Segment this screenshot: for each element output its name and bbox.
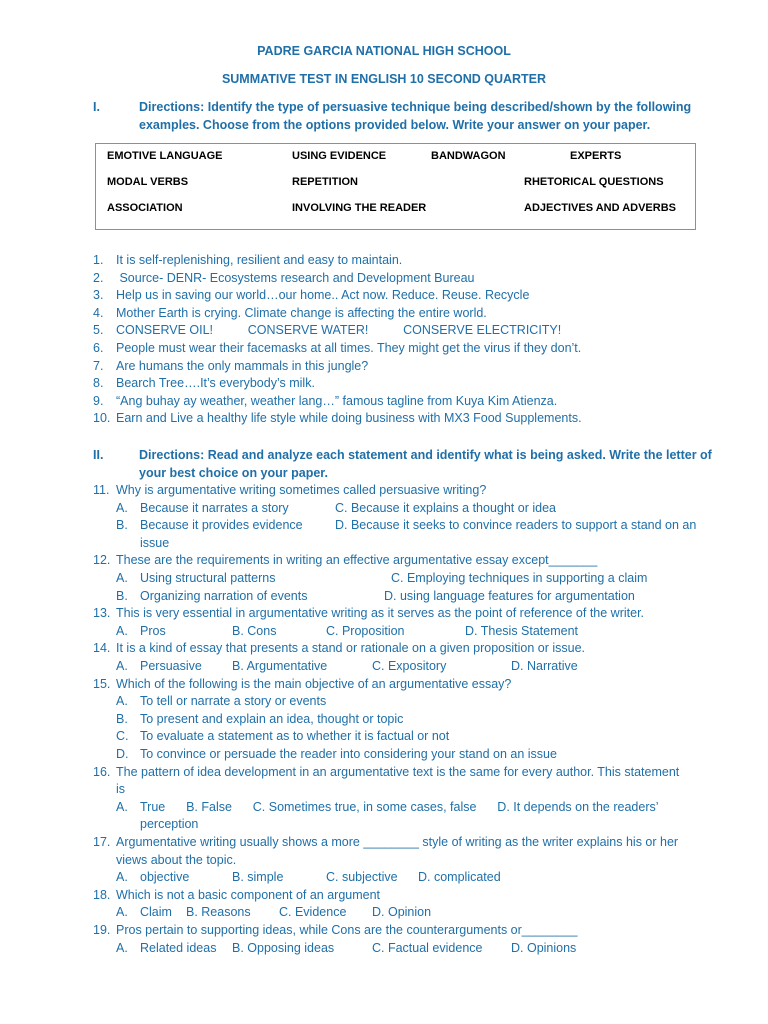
school-name: PADRE GARCIA NATIONAL HIGH SCHOOL xyxy=(257,44,511,58)
q16-number: 16. xyxy=(93,764,111,779)
q12-number: 12. xyxy=(93,553,111,568)
q16-option-a-letter: A. xyxy=(116,799,128,814)
item-text: Earn and Live a healthy life style while doing business with MX3 Food Supplements. xyxy=(116,411,582,426)
q19-option-d: D. Opinions xyxy=(511,940,577,955)
q19-option-b: B. Opposing ideas xyxy=(232,940,335,955)
item-number: 8. xyxy=(93,376,104,391)
q12-option-c: C. Employing techniques in supporting a claim xyxy=(391,571,648,585)
q19-number: 19. xyxy=(93,923,111,937)
q13-number: 13. xyxy=(93,606,111,621)
q18-option-c: C. Evidence xyxy=(279,905,347,920)
q14-number: 14. xyxy=(93,641,111,656)
q13-option-b: B. Cons xyxy=(232,623,277,638)
q13-option-c: C. Proposition xyxy=(326,623,405,638)
q18-option-a-letter: A. xyxy=(116,905,128,920)
q14-option-d: D. Narrative xyxy=(511,659,578,673)
q15-option-b: To present and explain an idea, thought or topic xyxy=(140,711,404,726)
part1-numeral: I. xyxy=(93,100,100,114)
item-number: 9. xyxy=(93,393,104,408)
part2-questions xyxy=(0,482,768,962)
q15-text: Which of the following is the main objective of an argumentative essay? xyxy=(116,676,512,691)
q15-option-c: To evaluate a statement as to whether it is factual or not xyxy=(140,729,450,744)
option-using-evidence: USING EVIDENCE xyxy=(292,150,387,162)
q13-option-a-letter: A. xyxy=(116,623,128,638)
item-text: CONSERVE OIL! CONSERVE WATER! CONSERVE ELECTRICITY! xyxy=(116,323,562,338)
q14-option-b: B. Argumentative xyxy=(232,659,328,673)
options-box xyxy=(95,143,696,230)
q15-option-d: To convince or persuade the reader into considering your stand on an issue xyxy=(140,747,557,761)
test-title: SUMMATIVE TEST IN ENGLISH 10 SECOND QUARTER xyxy=(221,72,547,86)
item-number: 5. xyxy=(93,323,104,338)
q13-text: This is very essential in argumentative writing as it serves as the point of reference of the writer. xyxy=(116,606,645,621)
q16-text: The pattern of idea development in an argumentative text is the same for every author. This statement xyxy=(116,764,680,779)
q11-option-a: Because it narrates a story xyxy=(140,500,289,515)
q11-option-c: C. Because it explains a thought or idea xyxy=(335,500,556,515)
q11-option-b: Because it provides evidence xyxy=(140,518,303,533)
q16-text-continued: is xyxy=(116,782,126,797)
q17-text-continued: views about the topic. xyxy=(116,852,237,867)
q17-option-d: D. complicated xyxy=(418,870,501,885)
part1-directions-line1: Directions: Identify the type of persuasive technique being described/shown by the following xyxy=(139,100,692,114)
item-number: 7. xyxy=(93,358,104,373)
item-number: 1. xyxy=(93,253,104,267)
option-involving-the-reader: INVOLVING THE READER xyxy=(292,202,427,214)
q17-option-b: B. simple xyxy=(232,870,284,885)
q19-option-a: Related ideas xyxy=(140,940,217,955)
q14-option-a: Persuasive xyxy=(140,659,202,673)
q11-option-d-continued: issue xyxy=(140,535,170,550)
part2-directions-line1: Directions: Read and analyze each statement and identify what is being asked. Write the letter of xyxy=(139,448,712,462)
q18-number: 18. xyxy=(93,887,111,902)
option-bandwagon: BANDWAGON xyxy=(431,150,506,162)
item-number: 2. xyxy=(93,270,104,285)
q19-option-c: C. Factual evidence xyxy=(372,940,483,955)
q11-option-d: D. Because it seeks to convince readers to support a stand on an xyxy=(335,518,697,533)
option-rhetorical-questions: RHETORICAL QUESTIONS xyxy=(524,176,664,188)
item-text: Bearch Tree….It’s everybody’s milk. xyxy=(116,376,315,391)
item-text: It is self-replenishing, resilient and easy to maintain. xyxy=(116,253,403,267)
q15-option-a-letter: A. xyxy=(116,694,128,709)
q11-number: 11. xyxy=(93,483,110,497)
item-number: 10. xyxy=(93,411,111,426)
item-number: 3. xyxy=(93,288,104,303)
item-text: Help us in saving our world…our home.. Act now. Reduce. Reuse. Recycle xyxy=(116,288,530,303)
q12-option-a-letter: A. xyxy=(116,571,128,585)
q11-option-a-letter: A. xyxy=(116,500,128,515)
q11-text: Why is argumentative writing sometimes called persuasive writing? xyxy=(116,483,487,497)
q17-text: Argumentative writing usually shows a more ________ style of writing as the writer explains his or her xyxy=(116,835,679,849)
q17-option-c: C. subjective xyxy=(326,870,398,885)
q13-option-d: D. Thesis Statement xyxy=(465,623,579,638)
part2-numeral: II. xyxy=(93,448,104,462)
q12-option-d: D. using language features for argumentation xyxy=(384,588,635,603)
q17-option-a-letter: A. xyxy=(116,870,128,885)
item-text: Are humans the only mammals in this jungle? xyxy=(116,358,369,373)
item-text: Source- DENR- Ecosystems research and Development Bureau xyxy=(116,270,475,285)
q12-option-b: Organizing narration of events xyxy=(140,588,308,603)
q15-option-b-letter: B. xyxy=(116,711,128,726)
item-text: People must wear their facemasks at all times. They might get the virus if they don’t. xyxy=(116,341,582,355)
q19-option-a-letter: A. xyxy=(116,940,128,955)
part2-directions-line2: your best choice on your paper. xyxy=(139,465,328,480)
q18-option-a: Claim xyxy=(140,905,172,920)
q14-text: It is a kind of essay that presents a stand or rationale on a given proposition or issue. xyxy=(116,641,586,656)
q17-number: 17. xyxy=(93,835,111,849)
q15-option-d-letter: D. xyxy=(116,747,129,761)
q12-option-a: Using structural patterns xyxy=(140,571,276,585)
q18-text: Which is not a basic component of an argument xyxy=(116,887,381,902)
q15-option-c-letter: C. xyxy=(116,729,129,744)
q15-number: 15. xyxy=(93,676,111,691)
item-number: 6. xyxy=(93,341,104,355)
q16-options-continued: perception xyxy=(140,817,199,832)
q14-option-c: C. Expository xyxy=(372,659,447,673)
q12-option-b-letter: B. xyxy=(116,588,128,603)
q19-text: Pros pertain to supporting ideas, while Cons are the counterarguments or________ xyxy=(116,923,578,937)
q15-option-a: To tell or narrate a story or events xyxy=(140,694,327,709)
option-modal-verbs: MODAL VERBS xyxy=(107,176,189,188)
q16-options: True B. False C. Sometimes true, in some cases, false D. It depends on the readers’ xyxy=(140,799,659,814)
option-adjectives-and-adverbs: ADJECTIVES AND ADVERBS xyxy=(524,202,676,214)
item-number: 4. xyxy=(93,305,104,320)
item-text: “Ang buhay ay weather, weather lang…” famous tagline from Kuya Kim Atienza. xyxy=(116,393,558,408)
part1-items xyxy=(0,252,768,432)
q12-text: These are the requirements in writing an effective argumentative essay except_______ xyxy=(116,553,598,568)
option-experts: EXPERTS xyxy=(570,150,622,162)
option-repetition: REPETITION xyxy=(292,176,359,188)
item-text: Mother Earth is crying. Climate change is affecting the entire world. xyxy=(116,305,487,320)
q17-option-a: objective xyxy=(140,870,190,885)
q14-option-a-letter: A. xyxy=(116,659,128,673)
q18-option-b: B. Reasons xyxy=(186,905,251,920)
q18-option-d: D. Opinion xyxy=(372,905,432,920)
part1-directions-line2: examples. Choose from the options provided below. Write your answer on your paper. xyxy=(139,118,651,132)
option-emotive-language: EMOTIVE LANGUAGE xyxy=(107,150,223,162)
q13-option-a: Pros xyxy=(140,623,166,638)
option-association: ASSOCIATION xyxy=(107,202,183,214)
q11-option-b-letter: B. xyxy=(116,518,128,533)
